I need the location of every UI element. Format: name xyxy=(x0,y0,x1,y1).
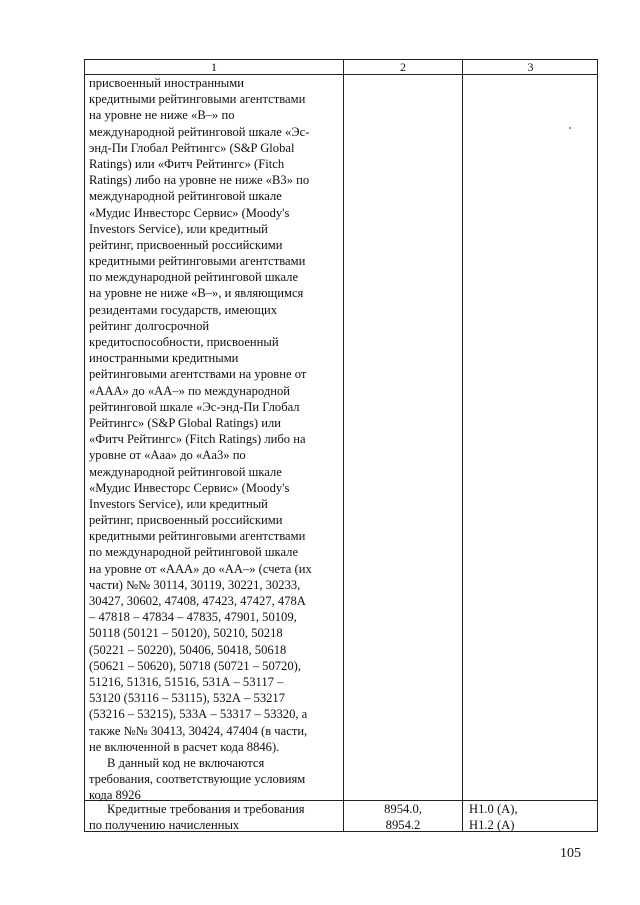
text-line: уровне от «Aaa» до «Aa3» по xyxy=(89,448,246,463)
text-line: Investors Service), или кредитный xyxy=(89,496,268,511)
next-row-standards xyxy=(469,801,594,833)
text-line: – 47818 – 47834 – 47835, 47901, 50109, xyxy=(89,610,297,625)
text-line: 8954.2 xyxy=(385,818,421,833)
text-line: Ratings) либо на уровне не ниже «B3» по xyxy=(89,173,310,188)
text-line: (50621 – 50620), 50718 (50721 – 50720), xyxy=(89,658,301,673)
regulation-table xyxy=(84,59,598,832)
text-line: Кредитные требования и требования xyxy=(107,802,305,816)
text-line: 30427, 30602, 47408, 47423, 47427, 478А xyxy=(89,594,306,608)
text-line: «Фитч Рейтингс» (Fitch Ratings) либо на xyxy=(89,432,306,447)
text-line: Ratings) или «Фитч Рейтингс» (Fitch xyxy=(89,156,285,171)
next-row-codes xyxy=(344,801,462,833)
text-line: 53120 (53116 – 53115), 532А – 53217 xyxy=(89,691,286,706)
column-divider xyxy=(343,60,344,831)
text-line: Н1.0 (А), xyxy=(469,802,518,816)
text-line: кредитоспособности, присвоенный xyxy=(89,335,279,349)
text-line: (53216 – 53215), 533А – 53317 – 53320, а xyxy=(89,707,308,722)
text-line: международной рейтинговой шкале «Эс- xyxy=(89,124,310,139)
text-line: присвоенный иностранными xyxy=(89,76,244,90)
text-line: по получению начисленных xyxy=(89,818,240,833)
text-line: «AAA» до «AA–» по международной xyxy=(89,383,291,398)
text-line: Н1.2 (А) xyxy=(469,818,515,833)
text-line: В данный код не включаются xyxy=(107,756,265,770)
exclusion-note xyxy=(89,755,339,804)
column-header-2: 2 xyxy=(400,60,406,74)
scan-speck xyxy=(569,127,571,129)
text-line: по международной рейтинговой шкале xyxy=(89,270,299,285)
text-line: кредитными рейтинговыми агентствами xyxy=(89,92,306,107)
text-line: иностранными кредитными xyxy=(89,351,239,366)
page-number: 105 xyxy=(560,846,581,861)
text-line: рейтинговой шкале «Эс-энд-Пи Глобал xyxy=(89,399,300,414)
text-line: 51216, 51316, 51516, 531А – 53117 – xyxy=(89,674,284,689)
text-line: энд-Пи Глобал Рейтингс» (S&P Global xyxy=(89,140,295,155)
column-header-3: 3 xyxy=(527,60,534,74)
column-divider xyxy=(462,60,463,831)
text-line: кода 8926 xyxy=(89,788,141,803)
text-line: требования, соответствующие условиям xyxy=(89,772,306,787)
text-line: на уровне не ниже «B–», и являющимся xyxy=(89,286,304,301)
text-line: рейтинг, присвоенный российскими xyxy=(89,513,283,528)
text-line: не включенной в расчет кода 8846). xyxy=(89,739,280,754)
text-line: 50118 (50121 – 50120), 50210, 50218 xyxy=(89,626,283,641)
text-line: международной рейтинговой шкале xyxy=(89,189,282,204)
text-line: (50221 – 50220), 50406, 50418, 50618 xyxy=(89,642,287,657)
text-line: рейтинг, присвоенный российскими xyxy=(89,237,283,252)
text-line: на уровне от «AAA» до «AA–» (счета (их xyxy=(89,561,312,576)
column-header-1: 1 xyxy=(211,60,217,74)
text-line: «Мудис Инвесторс Сервис» (Moody's xyxy=(89,205,290,220)
text-line: резидентами государств, имеющих xyxy=(89,302,278,317)
text-line: также №№ 30413, 30424, 47404 (в части, xyxy=(89,723,308,738)
text-line: части) №№ 30114, 30119, 30221, 30233, xyxy=(89,577,301,592)
text-line: Рейтингс» (S&P Global Ratings) или xyxy=(89,415,282,430)
continued-cell-text xyxy=(89,75,339,755)
text-line: кредитными рейтинговыми агентствами xyxy=(89,254,306,269)
text-line: на уровне не ниже «B–» по xyxy=(89,108,235,123)
next-row-description xyxy=(89,801,339,833)
text-line: кредитными рейтинговыми агентствами xyxy=(89,529,306,544)
text-line: Investors Service), или кредитный xyxy=(89,221,268,236)
text-line: 8954.0, xyxy=(384,802,422,816)
text-line: «Мудис Инвесторс Сервис» (Moody's xyxy=(89,480,290,495)
text-line: международной рейтинговой шкале xyxy=(89,464,282,479)
text-line: по международной рейтинговой шкале xyxy=(89,545,299,560)
text-line: рейтинг долгосрочной xyxy=(89,318,210,333)
text-line: рейтинговыми агентствами на уровне от xyxy=(89,367,307,382)
